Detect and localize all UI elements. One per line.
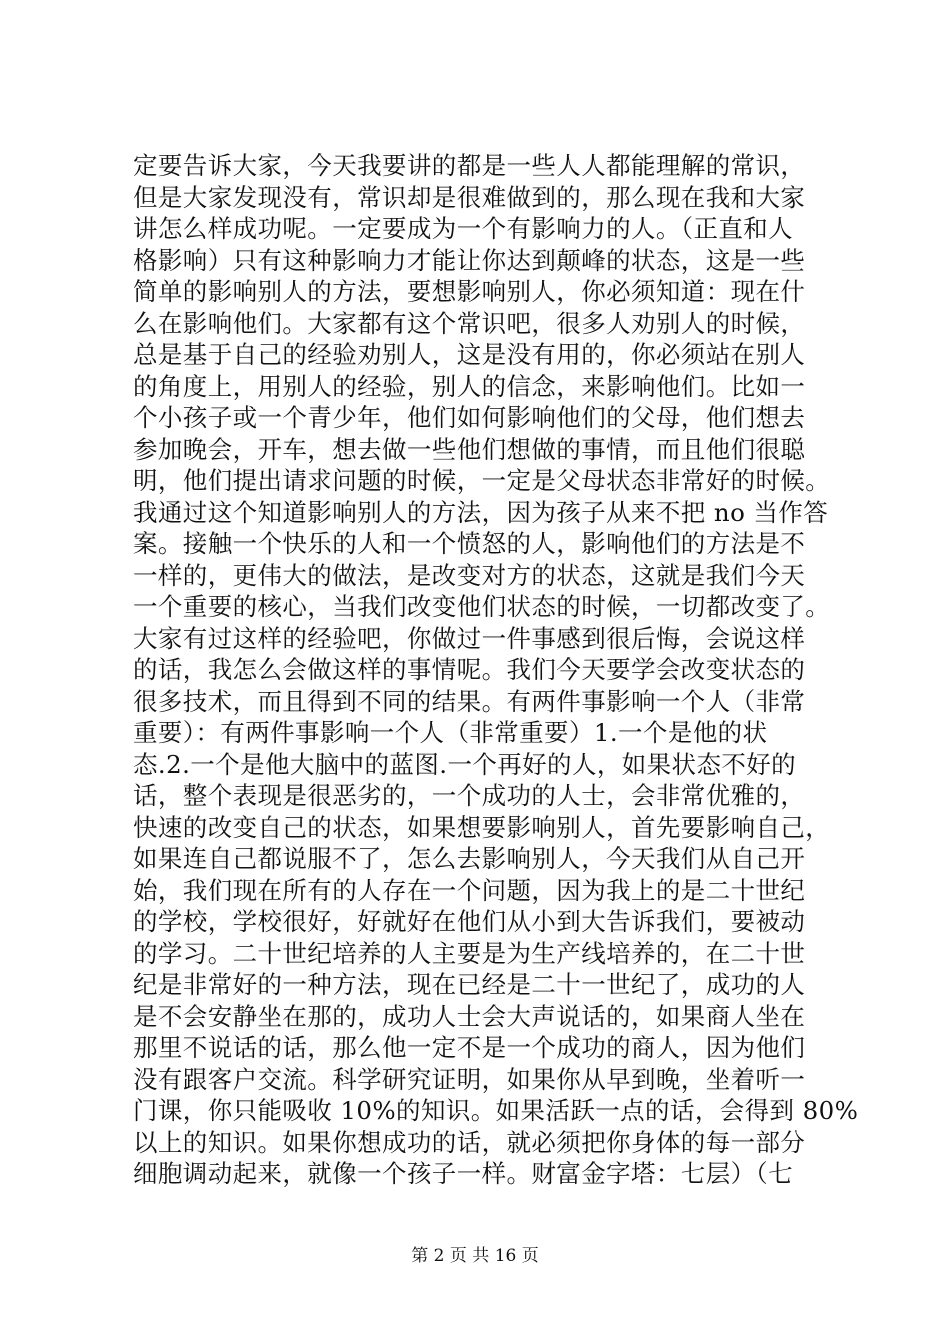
text-line: 是不会安静坐在那的，成功人士会大声说话的，如果商人坐在 xyxy=(133,1001,806,1031)
text-line: 的角度上，用别人的经验，别人的信念，来影响他们。比如一 xyxy=(133,371,806,401)
text-line: 那里不说话的话，那么他一定不是一个成功的商人，因为他们 xyxy=(133,1033,806,1062)
text-line: 讲怎么样成功呢。一定要成为一个有影响力的人。（正直和人 xyxy=(133,214,794,243)
text-line: 总是基于自己的经验劝别人，这是没有用的，你必须站在别人 xyxy=(133,340,806,369)
text-line: 重要）：有两件事影响一个人（非常重要）1.一个是他的状 xyxy=(133,718,768,747)
text-line: 话，整个表现是很恶劣的，一个成功的人士，会非常优雅的， xyxy=(133,781,806,810)
text-line: 态.2.一个是他大脑中的蓝图.一个再好的人，如果状态不好的 xyxy=(133,749,797,779)
text-line: 么在影响他们。大家都有这个常识吧，很多人劝别人的时候， xyxy=(133,308,806,338)
text-line: 的学习。二十世纪培养的人主要是为生产线培养的，在二十世 xyxy=(133,938,806,968)
text-line: 的话，我怎么会做这样的事情呢。我们今天要学会改变状态的 xyxy=(133,655,806,684)
text-line: 格影响）只有这种影响力才能让你达到颠峰的状态，这是一些 xyxy=(133,245,806,275)
text-line: 但是大家发现没有，常识却是很难做到的，那么现在我和大家 xyxy=(133,182,806,212)
text-line: 一样的，更伟大的做法，是改变对方的状态，这就是我们今天 xyxy=(133,560,806,590)
text-line: 没有跟客户交流。科学研究证明，如果你从早到晚，坐着听一 xyxy=(133,1064,806,1094)
text-line: 纪是非常好的一种方法，现在已经是二十一世纪了，成功的人 xyxy=(133,970,806,999)
text-line: 很多技术，而且得到不同的结果。有两件事影响一个人（非常 xyxy=(133,686,806,716)
text-line: 参加晚会，开车，想去做一些他们想做的事情，而且他们很聪 xyxy=(133,434,806,464)
text-line: 快速的改变自己的状态，如果想要影响别人，首先要影响自己， xyxy=(133,812,831,842)
text-line: 我通过这个知道影响别人的方法，因为孩子从来不把 no 当作答 xyxy=(133,497,829,527)
text-line: 简单的影响别人的方法，要想影响别人，你必须知道：现在什 xyxy=(133,277,806,306)
text-line: 一个重要的核心，当我们改变他们状态的时候，一切都改变了。 xyxy=(133,592,831,621)
text-line: 始，我们现在所有的人存在一个问题，因为我上的是二十世纪 xyxy=(133,875,806,905)
page-indicator: 第 2 页 共 16 页 xyxy=(411,1246,539,1266)
text-line: 以上的知识。如果你想成功的话，就必须把你身体的每一部分 xyxy=(133,1127,806,1157)
text-line: 定要告诉大家，今天我要讲的都是一些人人都能理解的常识， xyxy=(133,151,806,180)
text-line: 细胞调动起来，就像一个孩子一样。财富金字塔：七层）（七 xyxy=(133,1159,794,1188)
text-line: 明，他们提出请求问题的时候，一定是父母状态非常好的时候。 xyxy=(133,466,831,495)
text-line: 案。接触一个快乐的人和一个愤怒的人，影响他们的方法是不 xyxy=(133,529,806,558)
text-line: 门课，你只能吸收 10%的知识。如果活跃一点的话，会得到 80% xyxy=(133,1096,859,1125)
text-line: 大家有过这样的经验吧，你做过一件事感到很后悔，会说这样 xyxy=(133,623,806,653)
text-line: 的学校，学校很好，好就好在他们从小到大告诉我们，要被动 xyxy=(133,907,806,936)
text-line: 个小孩子或一个青少年，他们如何影响他们的父母，他们想去 xyxy=(133,403,806,432)
text-line: 如果连自己都说服不了，怎么去影响别人，今天我们从自己开 xyxy=(133,844,806,873)
page-footer xyxy=(0,1245,950,1267)
document-body xyxy=(133,150,859,1190)
